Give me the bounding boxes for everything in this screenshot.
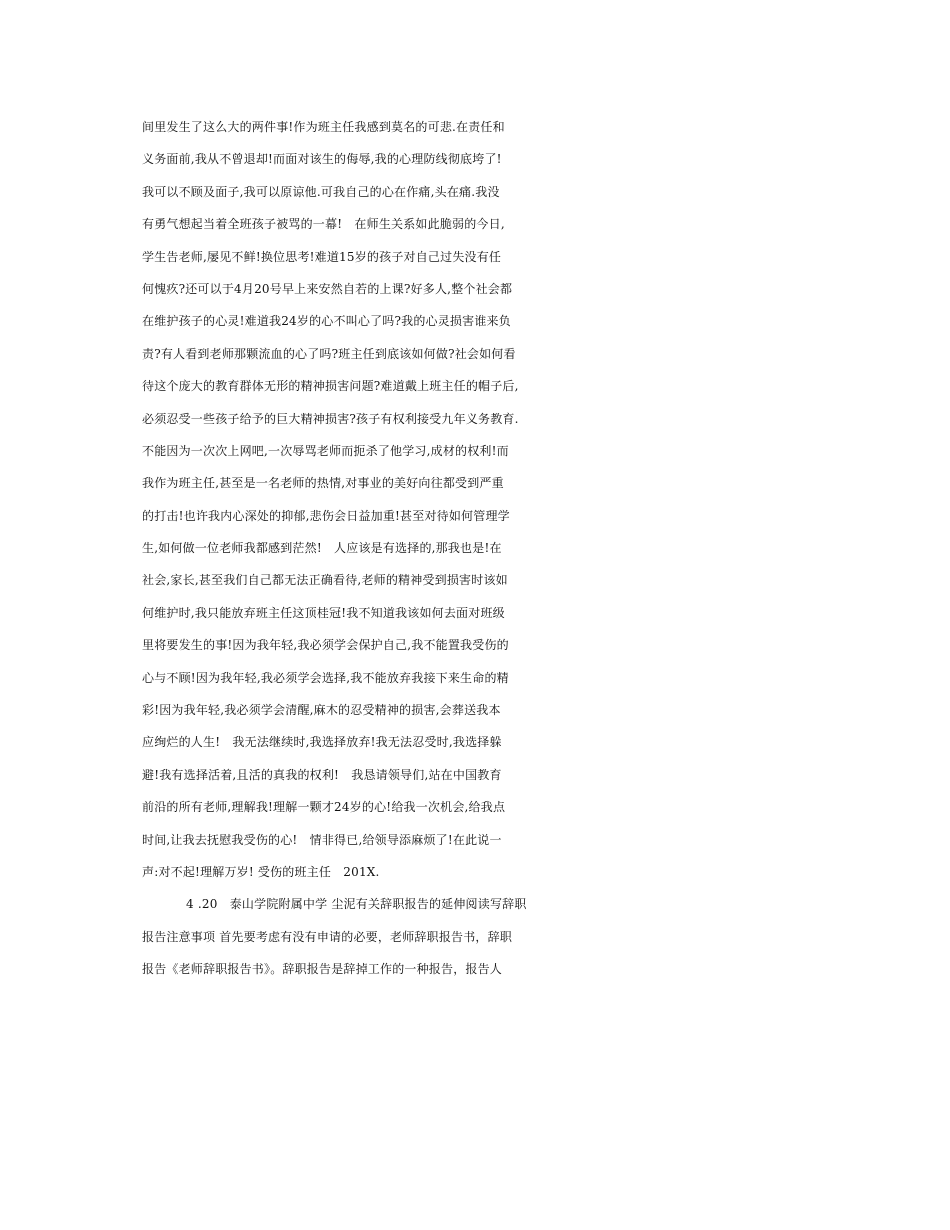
text-line: 何维护时,我只能放弃班主任这顶桂冠!我不知道我该如何去面对班级	[142, 605, 505, 620]
body-text	[142, 111, 822, 986]
text-line: 学生告老师,屡见不鲜!换位思考!难道15岁的孩子对自己过失没有任	[142, 249, 502, 264]
text-line: 报告注意事项 首先要考虑有没有申请的必要，老师辞职报告书，辞职	[142, 929, 513, 944]
text-line: 不能因为一次次上网吧,一次辱骂老师而扼杀了他学习,成材的权利!而	[142, 443, 509, 458]
text-line: 报告《老师辞职报告书》。辞职报告是辞掉工作的一种报告，报告人	[142, 962, 503, 977]
text-line: 里将要发生的事!因为我年轻,我必须学会保护自己,我不能置我受伤的	[142, 638, 509, 653]
text-line: 我可以不顾及面子,我可以原谅他.可我自己的心在作痛,头在痛.我没	[142, 184, 500, 199]
text-line: 生,如何做一位老师我都感到茫然! 人应该是有选择的,那我也是!在	[142, 541, 502, 556]
text-line: 在维护孩子的心灵!难道我24岁的心不叫心了吗?我的心灵损害谁来负	[142, 314, 511, 329]
text-line: 待这个庞大的教育群体无形的精神损害问题?难道戴上班主任的帽子后,	[142, 379, 519, 394]
text-line: 应绚烂的人生! 我无法继续时,我选择放弃!我无法忍受时,我选择躲	[142, 735, 502, 750]
text-line: 的打击!也许我内心深处的抑郁,悲伤会日益加重!甚至对待如何管理学	[142, 508, 510, 523]
text-line: 声:对不起!理解万岁! 受伤的班主任 201X.	[142, 864, 380, 879]
text-line: 心与不顾!因为我年轻,我必须学会选择,我不能放弃我接下来生命的精	[142, 670, 509, 685]
text-line: 义务面前,我从不曾退却!而面对该生的侮辱,我的心理防线彻底垮了!	[142, 152, 502, 167]
text-line: 社会,家长,甚至我们自己都无法正确看待,老师的精神受到损害时该如	[142, 573, 508, 588]
text-line: 何愧疚?还可以于4月20号早上来安然自若的上课?好多人,整个社会都	[142, 281, 513, 296]
text-line: 我作为班主任,甚至是一名老师的热情,对事业的美好向往都受到严重	[142, 476, 504, 491]
text-line: 有勇气想起当着全班孩子被骂的一幕! 在师生关系如此脆弱的今日,	[142, 217, 505, 232]
text-line: 前沿的所有老师,理解我!理解一颗才24岁的心!给我一次机会,给我点	[142, 800, 506, 815]
text-line: 间里发生了这么大的两件事!作为班主任我感到莫名的可悲.在责任和	[142, 120, 505, 134]
text-line: 时间,让我去抚慰我受伤的心! 情非得已,给领导添麻烦了!在此说一	[142, 832, 502, 847]
paragraph-first-line: 4 .20 泰山学院附属中学 尘泥有关辞职报告的延伸阅读写辞职	[186, 897, 527, 912]
text-line: 避!我有选择活着,且活的真我的权利! 我恳请领导们,站在中国教育	[142, 767, 502, 782]
text-line: 责?有人看到老师那颗流血的心了吗?班主任到底该如何做?社会如何看	[142, 346, 516, 361]
text-line: 必须忍受一些孩子给予的巨大精神损害?孩子有权利接受九年义务教育.	[142, 411, 519, 426]
text-line: 彩!因为我年轻,我必须学会清醒,麻木的忍受精神的损害,会葬送我本	[142, 703, 501, 718]
